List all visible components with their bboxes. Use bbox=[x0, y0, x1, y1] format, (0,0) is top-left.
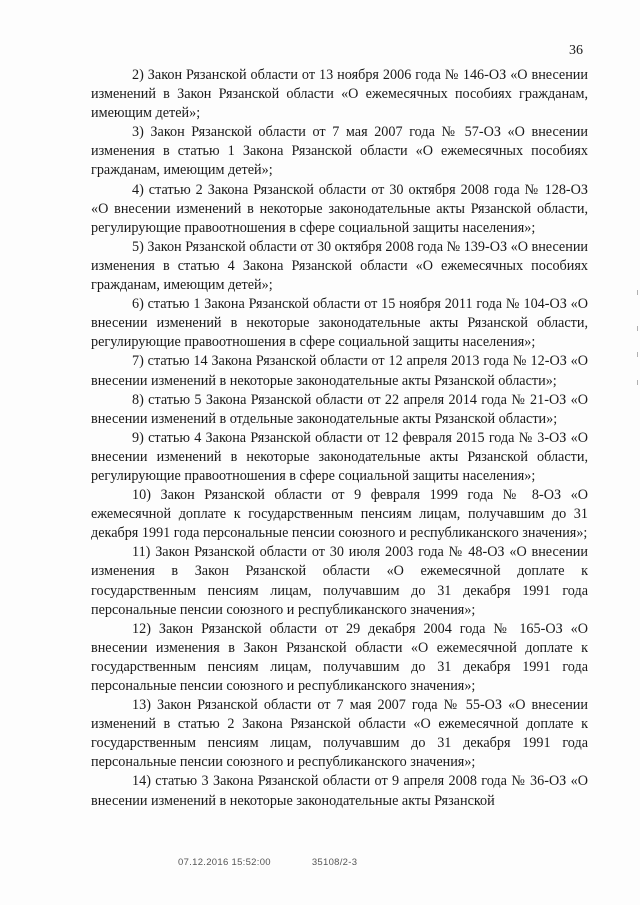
document-footer bbox=[178, 857, 395, 868]
list-item-7: 7) статью 14 Закона Рязанской области от 12 апреля 2013 года № 12-ОЗ «О внесении изменений в некоторые законодательные акты Рязанской области»; bbox=[91, 353, 588, 389]
list-item-10: 10) Закон Рязанской области от 9 февраля 1999 года № 8-ОЗ «О ежемесячной доплате к государственным пенсиям лицам, получавшим до 31 декабря 1991 года персональные пенсии союзного и республиканского значения»; bbox=[91, 487, 588, 542]
list-item-11: 11) Закон Рязанской области от 30 июля 2003 года № 48-ОЗ «О внесении изменения в Закон Рязанской области «О ежемесячной доплате к государственным пенсиям лицам, получавшим до 31 декабря 1991 года персональные пенсии союзного и республиканского значения»; bbox=[91, 544, 588, 618]
list-item-8: 8) статью 5 Закона Рязанской области от 22 апреля 2014 года № 21-ОЗ «О внесении изменений в отдельные законодательные акты Рязанской области»; bbox=[91, 391, 588, 427]
scan-edge-mark bbox=[637, 352, 638, 357]
list-item-12: 12) Закон Рязанской области от 29 декабря 2004 года № 165-ОЗ «О внесении изменения в Закон Рязанской области «О ежемесячной доплате к государственным пенсиям лицам, получавшим до 31 декабря 1991 года персональные пенсии союзного и республиканского значения»; bbox=[91, 620, 588, 694]
list-item-4: 4) статью 2 Закона Рязанской области от 30 октября 2008 года № 128-ОЗ «О внесении изменений в некоторые законодательные акты Рязанской области, регулирующие правоотношения в сфере социальной защиты населения»; bbox=[91, 181, 588, 236]
list-item-3: 3) Закон Рязанской области от 7 мая 2007 года № 57-ОЗ «О внесении изменения в статью 1 Закона Рязанской области «О ежемесячных пособиях гражданам, имеющим детей»; bbox=[91, 124, 588, 179]
scan-edge-mark bbox=[637, 290, 638, 295]
page-number: 36 bbox=[569, 43, 583, 58]
list-item-6: 6) статью 1 Закона Рязанской области от 15 ноября 2011 года № 104-ОЗ «О внесении изменений в некоторые законодательные акты Рязанской области, регулирующие правоотношения в сфере социальной защиты населения»; bbox=[91, 296, 588, 351]
list-item-14: 14) статью 3 Закона Рязанской области от 9 апреля 2008 года № 36-ОЗ «О внесении изменений в некоторые законодательные акты Рязанской bbox=[91, 773, 588, 809]
list-item-5: 5) Закон Рязанской области от 30 октября 2008 года № 139-ОЗ «О внесении изменения в статью 4 Закона Рязанской области «О ежемесячных пособиях гражданам, имеющим детей»; bbox=[91, 238, 588, 294]
list-item-9: 9) статью 4 Закона Рязанской области от 12 февраля 2015 года № 3-ОЗ «О внесении изменений в некоторые законодательные акты Рязанской области, регулирующие правоотношения в сфере социальной защиты населения»; bbox=[91, 429, 588, 484]
scan-edge-mark bbox=[637, 380, 638, 385]
list-item-13: 13) Закон Рязанской области от 7 мая 2007 года № 55-ОЗ «О внесении изменений в статью 2 Закона Рязанской области «О ежемесячной доплате к государственным пенсиям лицам, получавшим до 31 декабря 1991 года персональные пенсии союзного и республиканского значения»; bbox=[91, 697, 588, 771]
document-body bbox=[91, 66, 588, 811]
footer-timestamp: 07.12.2016 15:52:00 bbox=[178, 857, 271, 868]
list-item-2: 2) Закон Рязанской области от 13 ноября 2006 года № 146-ОЗ «О внесении изменений в Закон Рязанской области «О ежемесячных пособиях гражданам, имеющим детей»; bbox=[91, 67, 588, 122]
scan-edge-mark bbox=[637, 326, 638, 331]
footer-doc-id: 35108/2-3 bbox=[311, 857, 358, 868]
